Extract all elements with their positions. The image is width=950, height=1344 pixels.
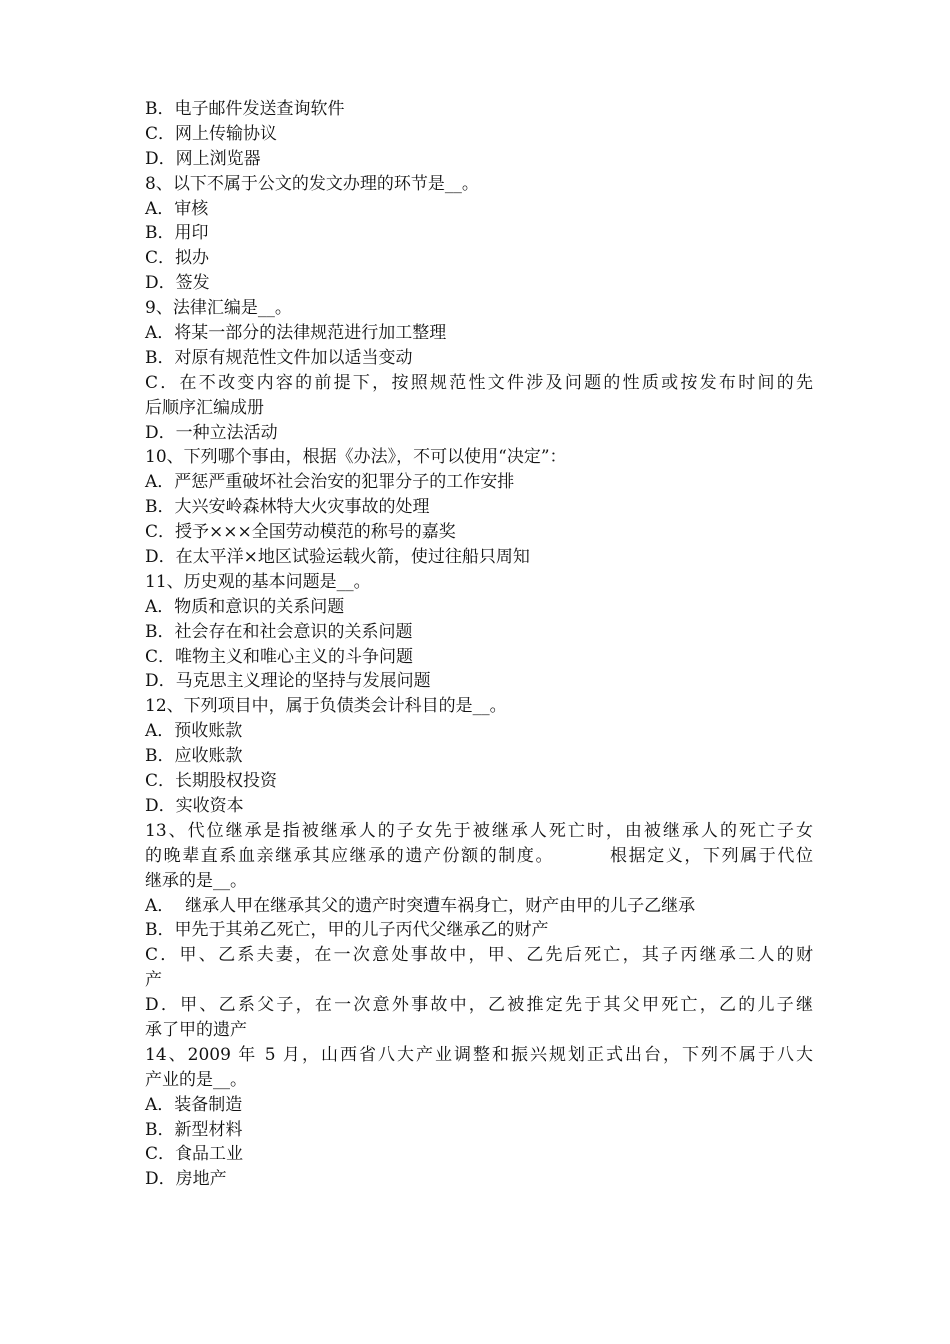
question-11: 11、历史观的基本问题是__。 bbox=[145, 571, 371, 592]
text-line: A． 继承人甲在继承其父的遗产时突遭车祸身亡，财产由甲的儿子乙继承 bbox=[145, 895, 696, 916]
text-line: A．装备制造 bbox=[145, 1094, 243, 1115]
question-10: 10、下列哪个事由，根据《办法》，不可以使用“决定”： bbox=[145, 447, 567, 468]
text-line: C．拟办 bbox=[145, 248, 210, 269]
text-line: C．网上传输协议 bbox=[145, 123, 278, 144]
question-8: 8、以下不属于公文的发文办理的环节是__。 bbox=[145, 173, 479, 194]
text-line: 产业的是__。 bbox=[145, 1069, 247, 1090]
text-line: B．用印 bbox=[145, 223, 209, 244]
text-line: 的晚辈直系血亲继承其应继承的遗产份额的制度。 根据定义，下列属于代位 bbox=[145, 845, 813, 866]
text-line: C．食品工业 bbox=[145, 1144, 244, 1165]
text-line: C．授予×××全国劳动模范的称号的嘉奖 bbox=[145, 522, 456, 543]
question-13: 13、代位继承是指被继承人的子女先于被继承人死亡时，由被继承人的死亡子女 bbox=[145, 820, 813, 841]
text-line: B．电子邮件发送查询软件 bbox=[145, 99, 345, 119]
text-line: D．在太平洋×地区试验运载火箭，使过往船只周知 bbox=[145, 547, 530, 568]
text-line: B．新型材料 bbox=[145, 1119, 243, 1140]
question-9: 9、法律汇编是__。 bbox=[145, 298, 292, 319]
text-line: D．网上浏览器 bbox=[145, 148, 261, 169]
text-line: 产 bbox=[145, 970, 162, 991]
text-line: 承了甲的遗产 bbox=[145, 1019, 247, 1040]
text-line: A．将某一部分的法律规范进行加工整理 bbox=[145, 323, 447, 344]
text-line: C．长期股权投资 bbox=[145, 771, 278, 792]
question-14: 14、2009 年 5 月，山西省八大产业调整和振兴规划正式出台，下列不属于八大 bbox=[145, 1044, 813, 1065]
text-line: B．对原有规范性文件加以适当变动 bbox=[145, 347, 413, 368]
text-line: D．签发 bbox=[145, 273, 210, 294]
text-line: D．房地产 bbox=[145, 1169, 227, 1190]
question-12: 12、下列项目中，属于负债类会计科目的是__。 bbox=[145, 696, 507, 717]
text-line: B．大兴安岭森林特大火灾事故的处理 bbox=[145, 497, 430, 518]
text-line: B．应收账款 bbox=[145, 746, 243, 767]
text-line: A．预收账款 bbox=[145, 721, 243, 742]
text-line: A．审核 bbox=[145, 198, 209, 219]
document-body bbox=[145, 97, 813, 1192]
text-line: C．在不改变内容的前提下，按照规范性文件涉及问题的性质或按发布时间的先 bbox=[145, 372, 813, 393]
text-line: C．唯物主义和唯心主义的斗争问题 bbox=[145, 646, 414, 667]
text-line: 后顺序汇编成册 bbox=[145, 397, 264, 418]
text-line: D．马克思主义理论的坚持与发展问题 bbox=[145, 671, 431, 692]
text-line: B．社会存在和社会意识的关系问题 bbox=[145, 621, 413, 642]
text-line: A．严惩严重破坏社会治安的犯罪分子的工作安排 bbox=[145, 472, 515, 493]
text-line: D．甲、乙系父子，在一次意外事故中，乙被推定先于其父甲死亡，乙的儿子继 bbox=[145, 995, 813, 1016]
text-line: D．实收资本 bbox=[145, 795, 244, 816]
text-line: C．甲、乙系夫妻，在一次意处事故中，甲、乙先后死亡，其子丙继承二人的财 bbox=[145, 945, 813, 966]
text-line: B．甲先于其弟乙死亡，甲的儿子丙代父继承乙的财产 bbox=[145, 920, 549, 941]
text-line: 继承的是__。 bbox=[145, 870, 247, 891]
text-line: D．一种立法活动 bbox=[145, 422, 278, 443]
text-line: A．物质和意识的关系问题 bbox=[145, 596, 345, 617]
